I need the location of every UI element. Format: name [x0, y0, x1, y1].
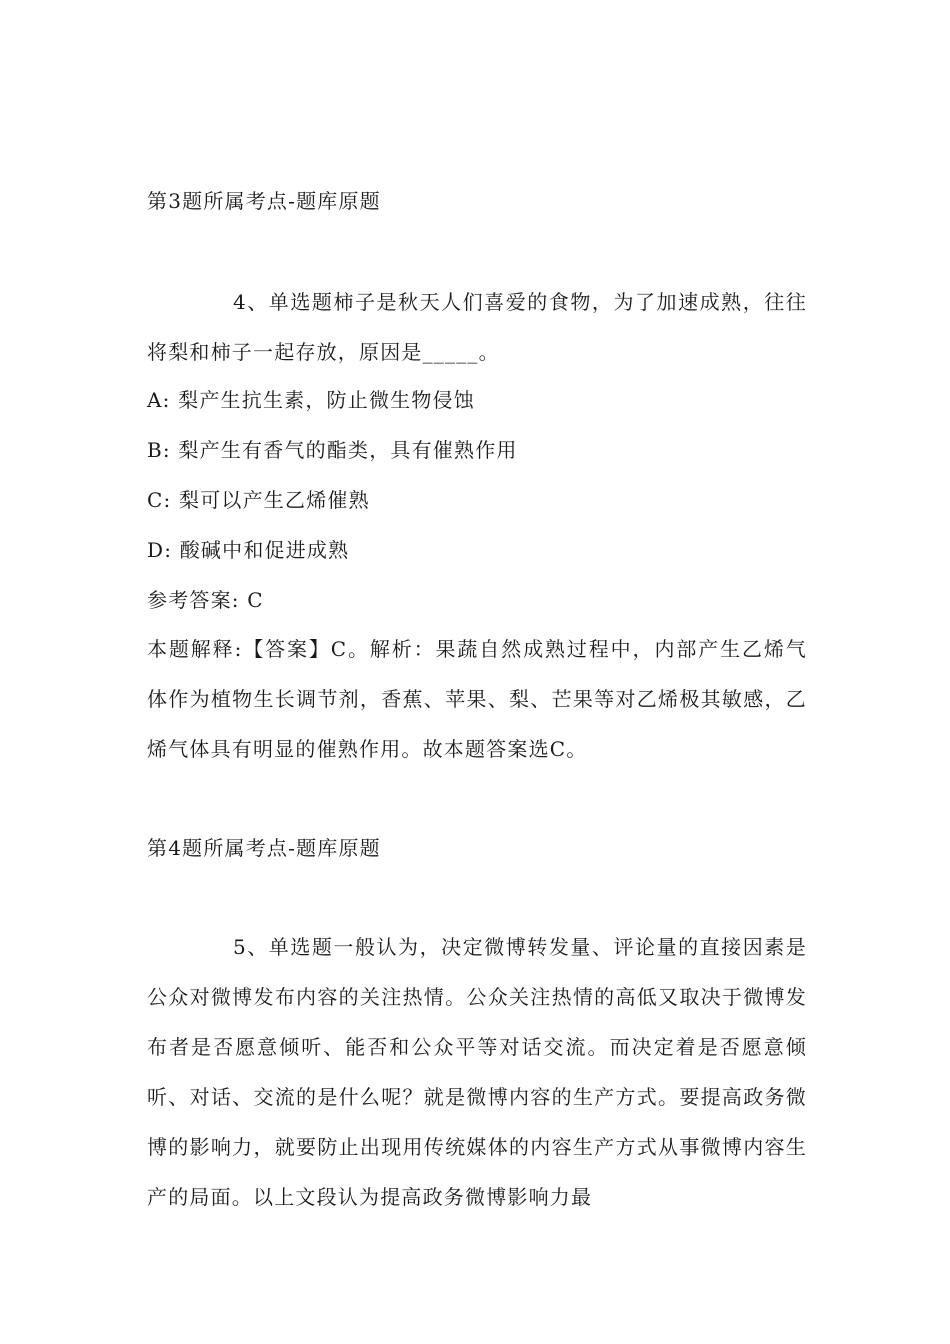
question-5-stem: 5、单选题一般认为，决定微博转发量、评论量的直接因素是公众对微博发布内容的关注热情。公众关注热情的高低又取决于微博发布者是否愿意倾听、能否和公众平等对话交流。而决定着是否愿意倾听、对话、交流的是什么呢？就是微博内容的生产方式。要提高政务微博的影响力，就要防止出现用传统媒体的内容生产方式从事微博内容生产的局面。以上文段认为提高政务微博影响力最 [147, 935, 807, 1209]
question-4-stem: 4、单选题柿子是秋天人们喜爱的食物，为了加速成熟，往往将梨和柿子一起存放，原因是_____。 [147, 290, 807, 364]
question-4-option-b: B: 梨产生有香气的酯类，具有催熟作用 [147, 438, 518, 462]
question-4-explanation: 本题解释:【答案】C。解析：果蔬自然成熟过程中，内部产生乙烯气体作为植物生长调节剂，香蕉、苹果、梨、芒果等对乙烯极其敏感，乙烯气体具有明显的催熟作用。故本题答案选C。 [147, 637, 807, 761]
section-3-topic: 第3题所属考点-题库原题 [147, 189, 381, 213]
question-4-option-d: D: 酸碱中和促进成熟 [147, 538, 350, 562]
question-4-option-c: C: 梨可以产生乙烯催熟 [147, 488, 370, 512]
question-4-option-a: A: 梨产生抗生素，防止微生物侵蚀 [147, 388, 475, 412]
question-4-answer: 参考答案: C [147, 588, 264, 612]
section-4-topic: 第4题所属考点-题库原题 [147, 836, 381, 860]
